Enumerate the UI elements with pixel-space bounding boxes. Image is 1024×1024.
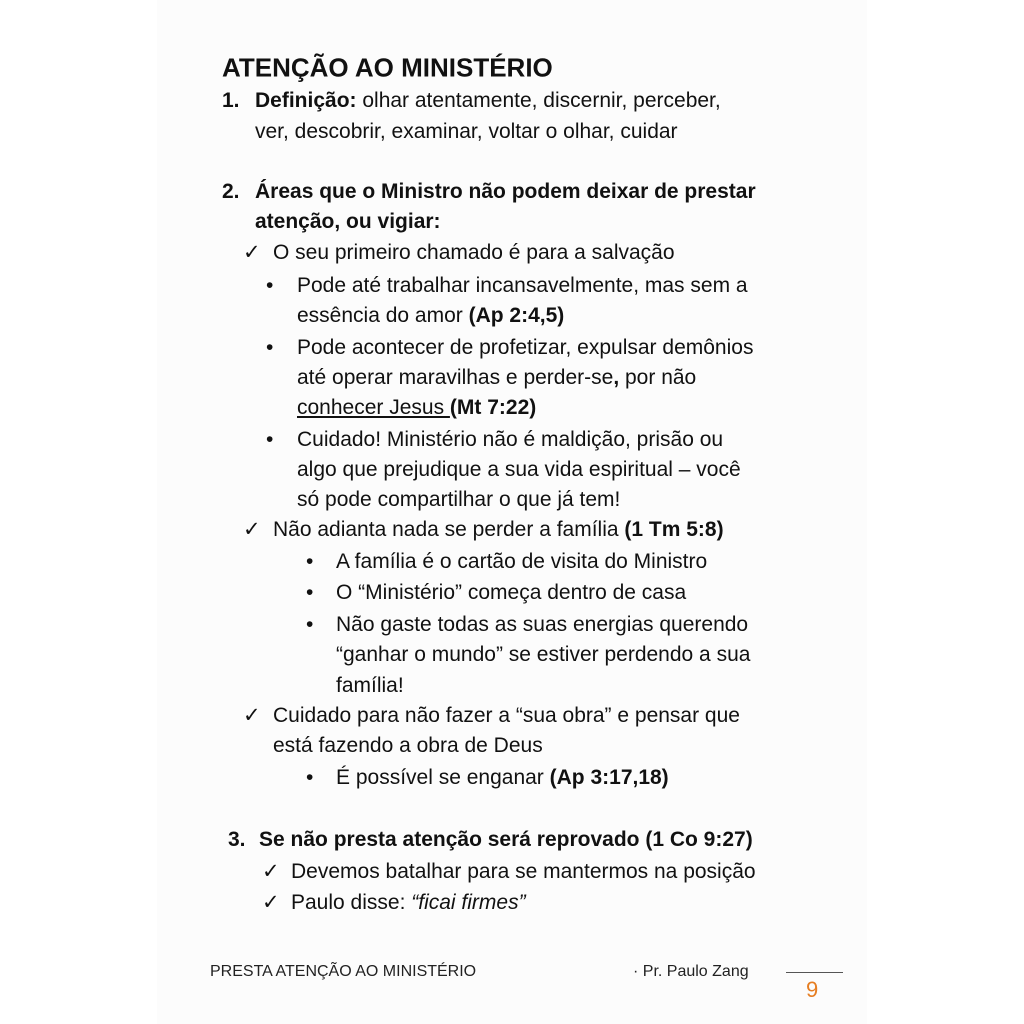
- checkmark-icon: ✓: [262, 860, 280, 883]
- text-segment: até operar maravilhas e perder-se: [297, 366, 614, 389]
- text-line: [336, 612, 748, 638]
- page-number: 9: [806, 977, 819, 1002]
- bullet-icon: •: [306, 581, 314, 604]
- bold-text: (Ap 2:4,5): [468, 304, 565, 327]
- bullet-icon: •: [306, 550, 314, 573]
- text-segment: Cuidado! Ministério não é maldição, prisão ou: [297, 428, 724, 451]
- footer-title: PRESTA ATENÇÃO AO MINISTÉRIO: [210, 963, 477, 980]
- text-line: [297, 335, 753, 361]
- text-line: [273, 703, 740, 729]
- text-segment: família!: [336, 674, 404, 697]
- text-segment: Paulo disse:: [291, 891, 412, 914]
- checkmark-icon: ✓: [243, 704, 261, 727]
- text-segment: Cuidado para não fazer a “sua obra” e pensar que: [273, 704, 740, 727]
- text-line: [273, 517, 724, 543]
- page-title: ATENÇÃO AO MINISTÉRIO: [222, 52, 553, 83]
- text-line: [336, 673, 404, 699]
- bullet-icon: •: [266, 336, 274, 359]
- text-segment: Não adianta nada se perder a família: [273, 518, 625, 541]
- text-line: [255, 119, 678, 145]
- bold-text: (Ap 3:17,18): [549, 766, 669, 789]
- text-line: [336, 642, 750, 668]
- text-line: [336, 765, 669, 791]
- checkmark-icon: ✓: [243, 518, 261, 541]
- text-line: [297, 427, 723, 453]
- bold-text: Definição:: [255, 89, 357, 112]
- list-number: 2.: [222, 180, 240, 203]
- bold-text: (1 Tm 5:8): [624, 518, 724, 541]
- text-line: [297, 395, 536, 421]
- text-segment: ver, descobrir, examinar, voltar o olhar, cuidar: [255, 120, 678, 143]
- text-segment: Não gaste todas as suas energias querendo: [336, 613, 749, 636]
- bold-text: Se não presta atenção será reprovado (1 Co 9:27): [259, 828, 753, 851]
- text-segment: está fazendo a obra de Deus: [273, 734, 543, 757]
- text-segment: essência do amor: [297, 304, 469, 327]
- bullet-icon: •: [266, 428, 274, 451]
- italic-text: “ficai firmes”: [411, 891, 526, 914]
- text-line: [255, 179, 756, 205]
- checkmark-icon: ✓: [262, 891, 280, 914]
- text-line: [273, 733, 543, 759]
- bullet-icon: •: [306, 613, 314, 636]
- list-number: 1.: [222, 89, 240, 112]
- checkmark-icon: ✓: [243, 241, 261, 264]
- text-segment: Pode até trabalhar incansavelmente, mas sem a: [297, 274, 748, 297]
- text-segment: só pode compartilhar o que já tem!: [297, 488, 621, 511]
- text-line: [255, 209, 441, 235]
- text-line: [336, 549, 707, 575]
- text-line: [291, 890, 526, 916]
- text-line: [273, 240, 675, 266]
- bold-text: ,: [613, 366, 620, 389]
- text-segment: Devemos batalhar para se mantermos na posição: [291, 860, 756, 883]
- text-segment: algo que prejudique a sua vida espiritual – você: [297, 458, 741, 481]
- underlined-text: conhecer Jesus: [297, 396, 450, 419]
- text-line: [255, 88, 721, 114]
- bullet-icon: •: [266, 274, 274, 297]
- bold-text: (Mt 7:22): [449, 396, 537, 419]
- footer-author: · Pr. Paulo Zang: [633, 963, 749, 980]
- bold-text: atenção, ou vigiar:: [255, 210, 441, 233]
- bullet-icon: •: [306, 766, 314, 789]
- text-segment: O seu primeiro chamado é para a salvação: [273, 241, 675, 264]
- text-segment: O “Ministério” começa dentro de casa: [336, 581, 687, 604]
- text-line: [259, 827, 753, 853]
- list-number: 3.: [228, 828, 246, 851]
- bold-text: Áreas que o Ministro não podem deixar de prestar: [255, 180, 756, 203]
- text-line: [297, 457, 741, 483]
- text-segment: por não: [619, 366, 697, 389]
- text-line: [297, 365, 696, 391]
- text-line: [336, 580, 686, 606]
- text-line: [297, 273, 748, 299]
- text-segment: “ganhar o mundo” se estiver perdendo a sua: [336, 643, 751, 666]
- footer-rule: [786, 972, 843, 973]
- text-segment: A família é o cartão de visita do Ministro: [336, 550, 708, 573]
- text-line: [291, 859, 756, 885]
- text-line: [297, 487, 620, 513]
- text-segment: É possível se enganar: [336, 766, 550, 789]
- text-line: [297, 303, 564, 329]
- text-segment: olhar atentamente, discernir, perceber,: [356, 89, 721, 112]
- text-segment: Pode acontecer de profetizar, expulsar demônios: [297, 336, 754, 359]
